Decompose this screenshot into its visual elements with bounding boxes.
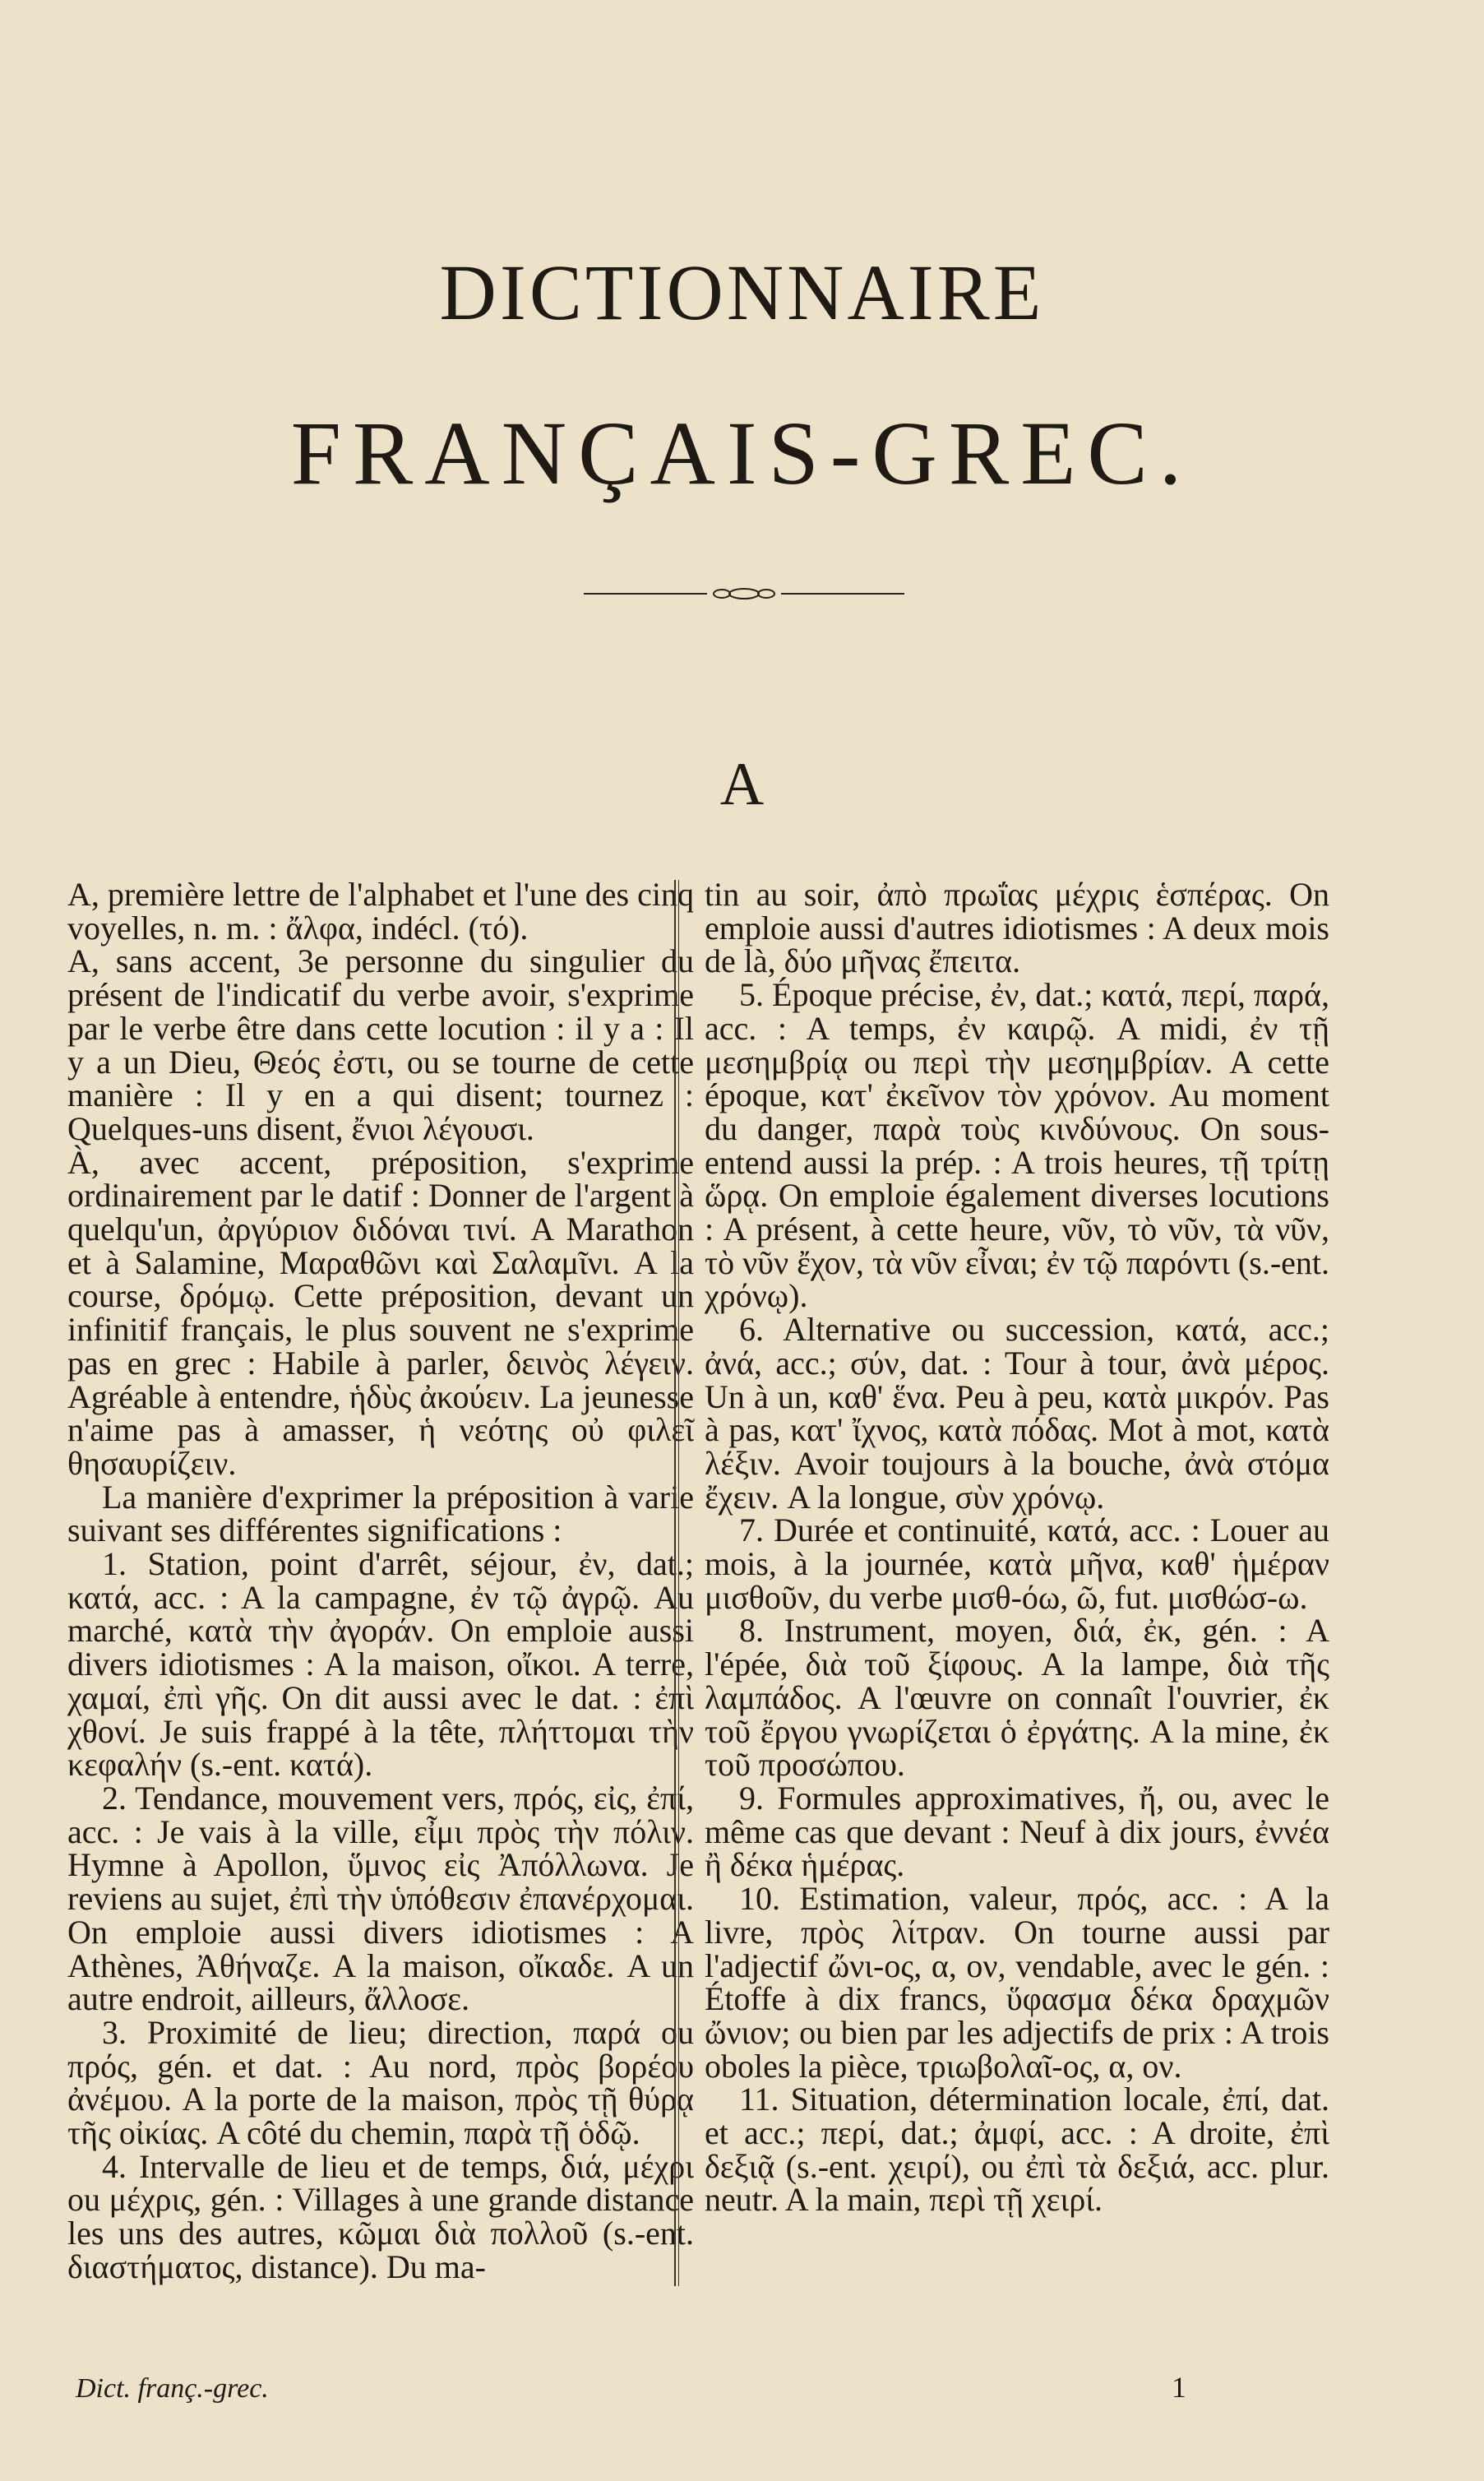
- entry-paragraph: A, sans accent, 3e personne du singulier du présent de l'indicatif du verbe avoir, s'exprime par le verbe être dans cette locution : il y a : Il y a un Dieu, Θεός ἐστι, ou se tourne de cette manière : Il y en a qui disent; tournez : Quelques-uns disent, ἔνιοι λέγουσι.: [67, 942, 694, 1147]
- entry-paragraph: 7. Durée et continuité, κατά, acc. : Louer au mois, à la journée, κατὰ μῆνα, καθ' ἡμέραν μισθοῦν, du verbe μισθ-όω, ῶ, fut. μισθώσ-ω.: [705, 1511, 1329, 1616]
- ornament-divider: [584, 584, 904, 604]
- right-column: [705, 878, 1329, 2217]
- entry-paragraph: 10. Estimation, valeur, πρός, acc. : A la livre, πρὸς λίτραν. On tourne aussi par l'adjectif ὤνι-ος, α, ον, vendable, avec le gén. : Étoffe à dix francs, ὕφασμα δέκα δραχμῶν ὤνιον; ou bien par les adjectifs de prix : A trois oboles la pièce, τριωβολαῖ-ος, α, ον.: [705, 1880, 1329, 2085]
- page-number: 1: [1172, 2371, 1186, 2404]
- entry-paragraph: La manière d'exprimer la préposition à varie suivant ses différentes significations :: [67, 1478, 694, 1549]
- entry-paragraph: 2. Tendance, mouvement vers, πρός, εἰς, ἐπί, acc. : Je vais à la ville, εἶμι πρὸς τὴν πόλιν. Hymne à Apollon, ὕμνος εἰς Ἀπόλλωνα. Je reviens au sujet, ἐπὶ τὴν ὑπόθεσιν ἐπανέρχομαι. On emploie aussi divers idiotismes : A Athènes, Ἀθήναζε. A la maison, οἴκαδε. A un autre endroit, ailleurs, ἄλλοσε.: [67, 1779, 694, 2018]
- entry-paragraph: 8. Instrument, moyen, διά, ἐκ, gén. : A l'épée, διὰ τοῦ ξίφους. A la lampe, διὰ τῆς λαμπάδος. A l'œuvre on connaît l'ouvrier, ἐκ τοῦ ἔργου γνωρίζεται ὁ ἐργάτης. A la mine, ἐκ τοῦ προσώπου.: [705, 1612, 1329, 1784]
- entry-paragraph: 9. Formules approximatives, ἤ, ou, avec le même cas que devant : Neuf à dix jours, ἐννέα ἢ δέκα ἡμέρας.: [705, 1779, 1329, 1884]
- entry-paragraph: 5. Époque précise, ἐν, dat.; κατά, περί, παρά, acc. : A temps, ἐν καιρῷ. A midi, ἐν τῇ μεσημβρίᾳ ou περὶ τὴν μεσημβρίαν. A cette époque, κατ' ἐκεῖνον τὸν χρόνον. Au moment du danger, παρὰ τοὺς κινδύνους. On sous-entend aussi la prép. : A trois heures, τῇ τρίτῃ ὥρᾳ. On emploie également diverses locutions : A présent, à cette heure, νῦν, τὸ νῦν, τὰ νῦν, τὸ νῦν ἔχον, τὰ νῦν εἶναι; ἐν τῷ παρόντι (s.-ent. χρόνῳ).: [705, 976, 1329, 1315]
- entry-paragraph: A, première lettre de l'alphabet et l'une des cinq voyelles, n. m. : ἄλφα, indécl. (τό).: [67, 876, 694, 947]
- title-line-2: FRANÇAIS-GREC.: [290, 403, 1194, 503]
- entry-paragraph: tin au soir, ἀπὸ πρωΐας μέχρις ἑσπέρας. On emploie aussi d'autres idiotismes : A deux mois de là, δύο μῆνας ἔπειτα.: [705, 876, 1329, 980]
- entry-paragraph: 11. Situation, détermination locale, ἐπί, dat. et acc.; περί, dat.; ἀμφί, acc. : A droite, ἐπὶ δεξιᾷ (s.-ent. χειρί), ou ἐπὶ τὰ δεξιά, acc. plur. neutr. A la main, περὶ τῇ χειρί.: [705, 2081, 1329, 2219]
- column-divider: [674, 880, 679, 2286]
- entry-paragraph: 3. Proximité de lieu; direction, παρά ou πρός, gén. et dat. : Au nord, πρὸς βορέου ἀνέμου. A la porte de la maison, πρὸς τῇ θύρᾳ τῆς οἰκίας. A côté du chemin, παρὰ τῇ ὁδῷ.: [67, 2013, 694, 2152]
- signature-mark: Dict. franç.-grec.: [76, 2373, 269, 2404]
- entry-paragraph: 1. Station, point d'arrêt, séjour, ἐν, dat.; κατά, acc. : A la campagne, ἐν τῷ ἀγρῷ. Au marché, κατὰ τὴν ἀγοράν. On emploie aussi divers idiotismes : A la maison, οἴκοι. A terre, χαμαί, ἐπὶ γῆς. On dit aussi avec le dat. : ἐπὶ χθονί. Je suis frappé à la tête, πλήττομαι τὴν κεφαλήν (s.-ent. κατά).: [67, 1545, 694, 1784]
- section-letter: A: [719, 751, 765, 818]
- entry-paragraph: 4. Intervalle de lieu et de temps, διά, μέχρι ou μέχρις, gén. : Villages à une grande distance les uns des autres, κῶμαι διὰ πολλοῦ (s.-ent. διαστήματος, distance). Du ma-: [67, 2147, 694, 2285]
- title-line-1: DICTIONNAIRE: [439, 248, 1045, 336]
- entry-paragraph: 6. Alternative ou succession, κατά, acc.; ἀνά, acc.; σύν, dat. : Tour à tour, ἀνὰ μέρος. Un à un, καθ' ἕνα. Peu à peu, κατὰ μικρόν. Pas à pas, κατ' ἴχνος, κατὰ πόδας. Mot à mot, κατὰ λέξιν. Avoir toujours à la bouche, ἀνὰ στόμα ἔχειν. A la longue, σὺν χρόνῳ.: [705, 1311, 1329, 1516]
- entry-paragraph: À, avec accent, préposition, s'exprime ordinairement par le datif : Donner de l'argent à quelqu'un, ἀργύριον διδόναι τινί. A Marathon et à Salamine, Μαραθῶνι καὶ Σαλαμῖνι. A la course, δρόμῳ. Cette préposition, devant un infinitif français, le plus souvent ne s'exprime pas en grec : Habile à parler, δεινὸς λέγειν. Agréable à entendre, ἡδὺς ἀκούειν. La jeunesse n'aime pas à amasser, ἡ νεότης οὐ φιλεῖ θησαυρίζειν.: [67, 1143, 694, 1482]
- left-column: [67, 878, 694, 2284]
